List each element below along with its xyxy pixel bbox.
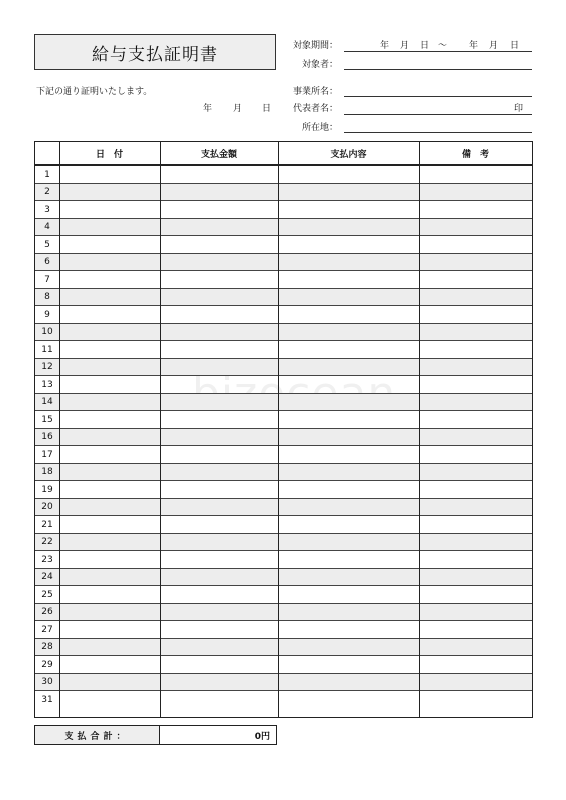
table-row[interactable] bbox=[35, 184, 532, 202]
row-number: 16 bbox=[41, 432, 53, 442]
table-row[interactable] bbox=[35, 569, 532, 587]
issue-day-label: 日 bbox=[262, 104, 272, 114]
row-number: 6 bbox=[44, 257, 50, 267]
period-tilde: 〜 bbox=[438, 41, 448, 51]
row-number: 7 bbox=[44, 274, 50, 285]
table-row[interactable] bbox=[35, 324, 532, 342]
row-number: 5 bbox=[44, 239, 50, 250]
row-number: 2 bbox=[44, 187, 50, 197]
row-number: 14 bbox=[41, 397, 53, 407]
table-row[interactable] bbox=[35, 604, 532, 622]
rep-field[interactable] bbox=[344, 114, 532, 115]
target-field[interactable] bbox=[344, 69, 532, 70]
table-row[interactable] bbox=[35, 446, 532, 464]
col-divider bbox=[419, 142, 420, 717]
row-number: 17 bbox=[41, 449, 53, 460]
table-row[interactable] bbox=[35, 656, 532, 674]
table-row[interactable] bbox=[35, 621, 532, 639]
table-row[interactable] bbox=[35, 411, 532, 429]
certification-note: 下記の通り証明いたします。 bbox=[36, 87, 153, 97]
period-year2: 年 bbox=[469, 41, 479, 51]
table-row[interactable] bbox=[35, 534, 532, 552]
table-row[interactable] bbox=[35, 254, 532, 272]
table-row[interactable] bbox=[35, 586, 532, 604]
row-number: 21 bbox=[41, 519, 53, 530]
table-row[interactable] bbox=[35, 166, 532, 184]
table-row[interactable] bbox=[35, 376, 532, 394]
table-row[interactable] bbox=[35, 551, 532, 569]
table-row[interactable] bbox=[35, 271, 532, 289]
row-number: 23 bbox=[41, 554, 53, 565]
col-divider bbox=[160, 142, 161, 717]
period-day2: 日 bbox=[510, 41, 520, 51]
table-row[interactable] bbox=[35, 359, 532, 377]
table-row[interactable] bbox=[35, 429, 532, 447]
row-number: 26 bbox=[41, 607, 53, 617]
row-number: 31 bbox=[41, 694, 53, 705]
row-number: 18 bbox=[41, 467, 53, 477]
table-row[interactable] bbox=[35, 201, 532, 219]
table-row[interactable] bbox=[35, 639, 532, 657]
row-number: 3 bbox=[44, 204, 50, 215]
period-month2: 月 bbox=[489, 41, 499, 51]
row-number: 29 bbox=[41, 659, 53, 670]
rep-label: 代表者名： bbox=[292, 104, 338, 114]
header-date: 日 付 bbox=[95, 149, 123, 160]
table-row[interactable] bbox=[35, 516, 532, 534]
table-row[interactable] bbox=[35, 481, 532, 499]
table-row[interactable] bbox=[35, 236, 532, 254]
col-divider bbox=[59, 142, 60, 717]
address-field[interactable] bbox=[344, 132, 532, 133]
header-remarks: 備 考 bbox=[461, 149, 489, 160]
row-number: 25 bbox=[41, 589, 53, 600]
row-number: 30 bbox=[41, 677, 53, 687]
row-number: 10 bbox=[41, 327, 53, 337]
period-label: 対象期間： bbox=[292, 41, 338, 51]
row-number: 20 bbox=[41, 502, 53, 512]
business-field[interactable] bbox=[344, 96, 532, 97]
row-number: 15 bbox=[41, 414, 53, 425]
table-row[interactable] bbox=[35, 674, 532, 692]
row-number: 8 bbox=[44, 292, 50, 302]
table-row[interactable] bbox=[35, 499, 532, 517]
table-row[interactable] bbox=[35, 219, 532, 237]
period-year: 年 bbox=[380, 41, 390, 51]
payment-table bbox=[34, 141, 533, 718]
business-label: 事業所名： bbox=[292, 87, 338, 97]
issue-month-label: 月 bbox=[233, 104, 243, 114]
row-number: 9 bbox=[44, 309, 50, 320]
header-amount: 支払金額 bbox=[200, 149, 237, 160]
table-row[interactable] bbox=[35, 289, 532, 307]
table-row[interactable] bbox=[35, 464, 532, 482]
row-number: 27 bbox=[41, 624, 53, 635]
period-day: 日 bbox=[420, 41, 430, 51]
total-label: 支払合計： bbox=[34, 725, 160, 745]
total-value: 0円 bbox=[159, 725, 277, 745]
row-number: 22 bbox=[41, 537, 53, 547]
header-content: 支払内容 bbox=[330, 149, 367, 160]
address-label: 所在地： bbox=[301, 123, 338, 133]
row-number: 19 bbox=[41, 484, 53, 495]
table-header bbox=[35, 142, 532, 166]
table-row[interactable] bbox=[35, 691, 532, 709]
seal-mark: 印 bbox=[514, 104, 524, 114]
row-number: 28 bbox=[41, 642, 53, 652]
table-row[interactable] bbox=[35, 341, 532, 359]
row-number: 11 bbox=[41, 344, 53, 355]
row-number: 4 bbox=[44, 222, 50, 232]
target-label: 対象者： bbox=[301, 60, 338, 70]
row-number: 1 bbox=[44, 169, 50, 180]
issue-year-label: 年 bbox=[203, 104, 213, 114]
document-title: 給与支払証明書 bbox=[34, 34, 276, 70]
table-row[interactable] bbox=[35, 394, 532, 412]
row-number: 24 bbox=[41, 572, 53, 582]
period-underline bbox=[344, 51, 532, 52]
row-number: 13 bbox=[41, 379, 53, 390]
period-month: 月 bbox=[400, 41, 410, 51]
col-divider bbox=[278, 142, 279, 717]
row-number: 12 bbox=[41, 362, 53, 372]
table-row[interactable] bbox=[35, 306, 532, 324]
